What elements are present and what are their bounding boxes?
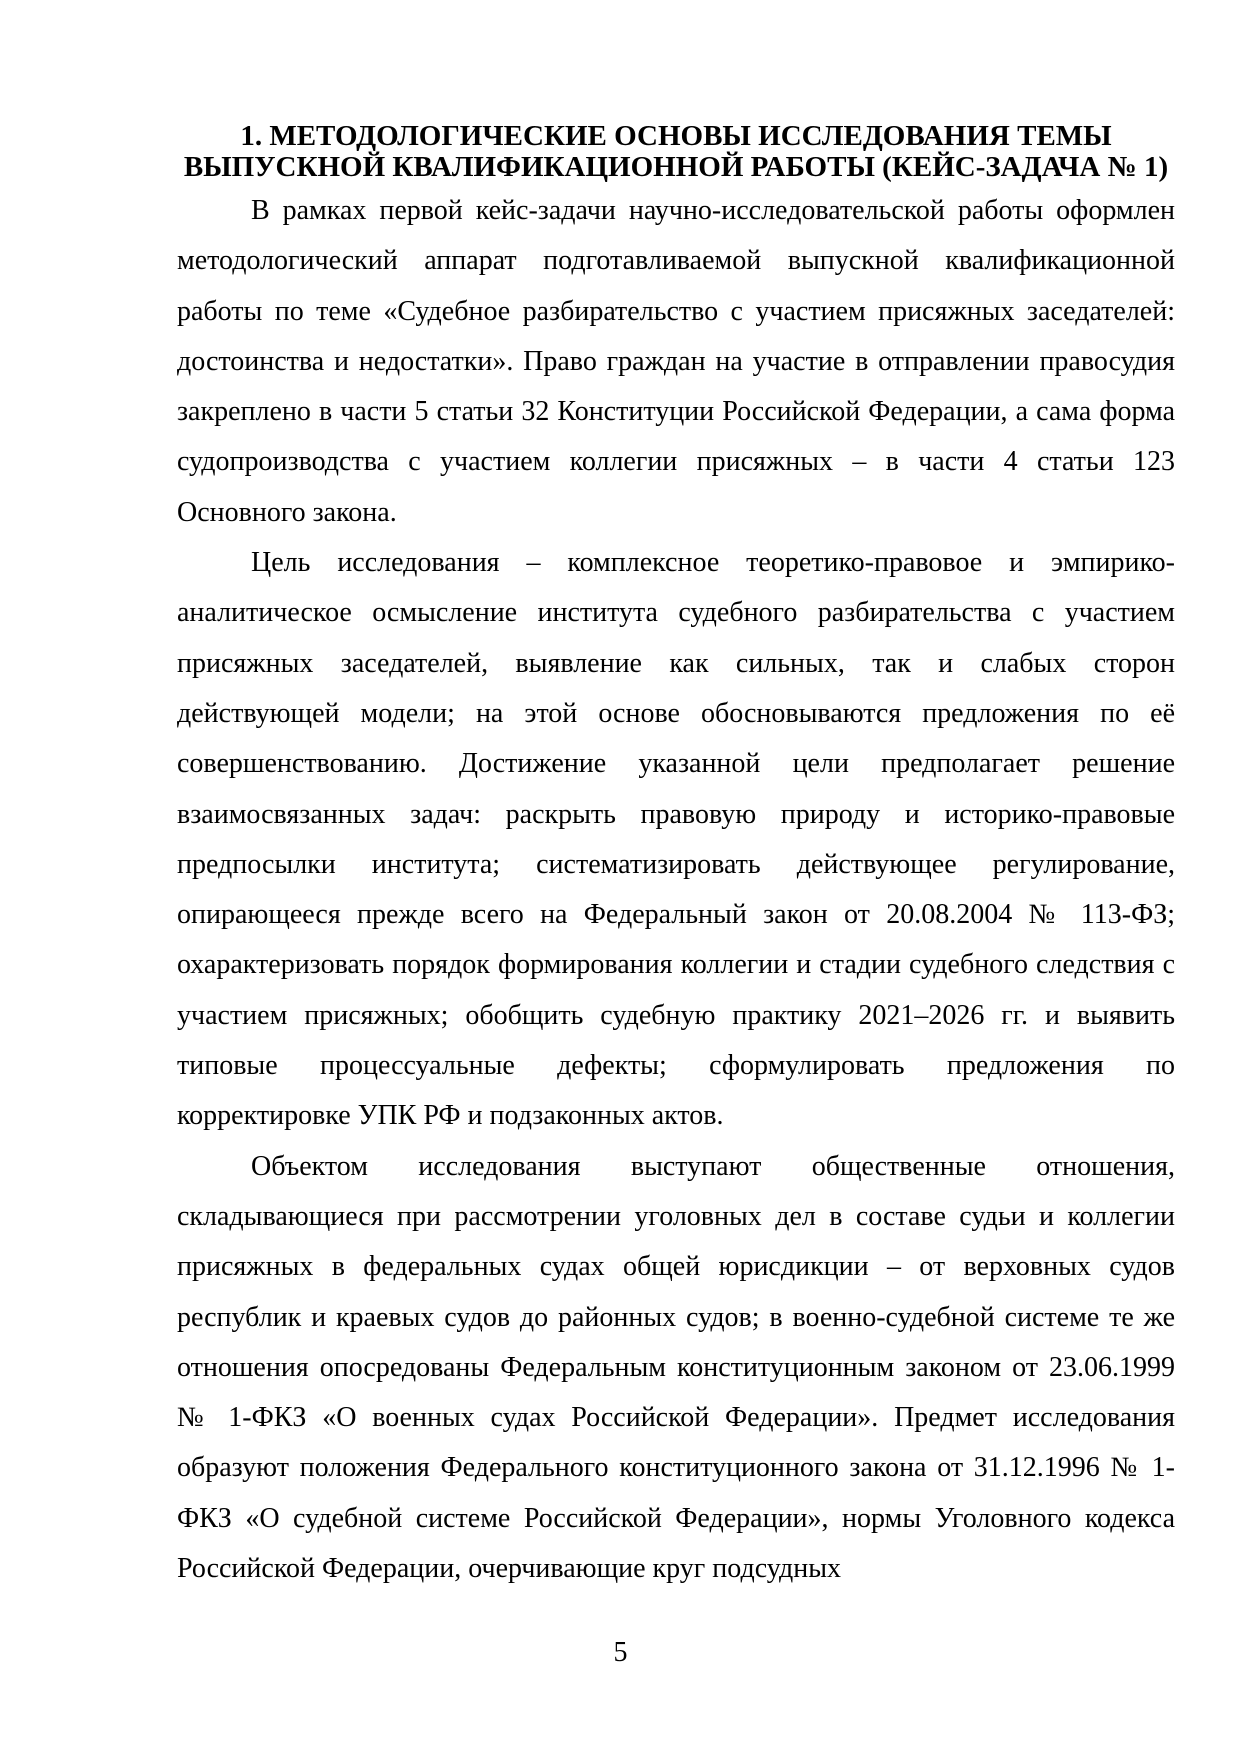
page-content	[177, 121, 1175, 1594]
paragraph-research-goal: Цель исследования – комплексное теоретико-правовое и эмпирико-аналитическое осмысление института судебного разбирательства с участием присяжных заседателей, выявление как сильных, так и слабых сторон действующей модели; на этой основе обосновываются предложения по её совершенствованию. Достижение указанной цели предполагает решение взаимосвязанных задач: раскрыть правовую природу и историко-правовые предпосылки института; систематизировать действующее регулирование, опирающееся прежде всего на Федеральный закон от 20.08.2004 № 113-ФЗ; охарактеризовать порядок формирования коллегии и стадии судебного следствия с участием присяжных; обобщить судебную практику 2021–2026 гг. и выявить типовые процессуальные дефекты; сформулировать предложения по корректировке УПК РФ и подзаконных актов.	[177, 547, 1175, 1132]
paragraph-research-object: Объектом исследования выступают общественные отношения, складывающиеся при рассмотрении уголовных дел в составе судьи и коллегии присяжных в федеральных судах общей юрисдикции – от верховных судов республик и краевых судов до районных судов; в военно-судебной системе те же отношения опосредованы Федеральным конституционным законом от 23.06.1999 № 1-ФКЗ «О военных судах Российской Федерации». Предмет исследования образуют положения Федерального конституционного закона от 31.12.1996 № 1-ФКЗ «О судебной системе Российской Федерации», нормы Уголовного кодекса Российской Федерации, очерчивающие круг подсудных	[177, 1150, 1175, 1585]
section-heading-line-2: ВЫПУСКНОЙ КВАЛИФИКАЦИОННОЙ РАБОТЫ (КЕЙС-ЗАДАЧА № 1)	[183, 151, 1169, 183]
paragraph-introduction: В рамках первой кейс-задачи научно-исследовательской работы оформлен методологический аппарат подготавливаемой выпускной квалификационной работы по теме «Судебное разбирательство с участием присяжных заседателей: достоинства и недостатки». Право граждан на участие в отправлении правосудия закреплено в части 5 статьи 32 Конституции Российской Федерации, а сама форма судопроизводства с участием коллегии присяжных – в части 4 статьи 123 Основного закона.	[177, 195, 1175, 528]
section-heading	[177, 121, 1175, 183]
page-number: 5	[613, 1637, 628, 1668]
section-heading-line-1: 1. МЕТОДОЛОГИЧЕСКИЕ ОСНОВЫ ИССЛЕДОВАНИЯ ТЕМЫ	[240, 120, 1112, 152]
